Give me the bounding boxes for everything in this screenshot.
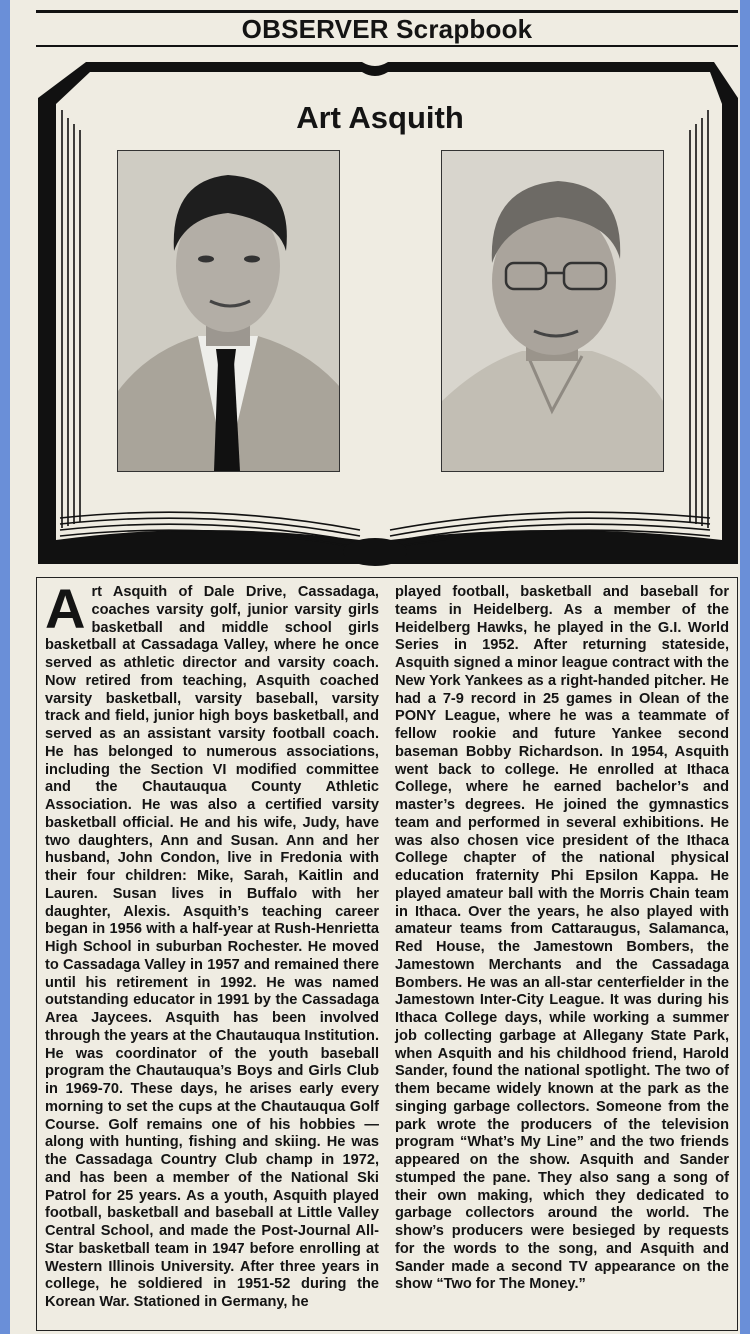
article-left-text: rt Asquith of Dale Drive, Cassadaga, coaches varsity golf, junior varsity girls basketball and middle school girls basketball at Cassadaga Valley, where he once served as athletic director and varsity coach. Now retired from teaching, Asquith coached varsity basketball, varsity baseball, varsity track and field, junior high boys basketball, and served as an assistant varsity football coach. He has belonged to numerous associations, including the Section VI modified committee and the Chautauqua County Athletic Association. He was also a certified varsity basketball official. He and his wife, Judy, have two daughters, Ann and Susan. Ann and her husband, John Condon, live in Fredonia with their four children: Mike, Sarah, Kaitlin and Lauren. Susan lives in Buffalo with her daughter, Alexis. Asquith’s teaching career began in 1956 with a half-year at Rush-Henrietta High School in suburban Rochester. He moved to Cassadaga Valley in 1957 and remained there until his retirement in 1992. He was named outstanding educator in 1991 by the Cassadaga Area Jaycees. Asquith has been involved through the years at the Chautauqua Institution. He was coordinator of the youth baseball program the Chautauqua’s Boys and Girls Club in 1969-70. These days, he arises early every morning to set the cups at the Chautauqua Golf Course. Golf remains one of his hobbies — along with hunting, fishing and skiing. He was the Cassadaga Country Club champ in 1972, and has been a member of the National Ski Patrol for 25 years. As a youth, Asquith played football, basketball and baseball at Little Valley Central School, and made the Post-Journal All-Star basketball team in 1947 before enrolling at Western Illinois University. After three years in college, he soldiered in 1951-52 during the Korean War. Stationed in Germany, he — [45, 584, 379, 1310]
newspaper-clipping — [10, 0, 740, 1334]
masthead-title: OBSERVER Scrapbook — [241, 14, 533, 44]
feature-heading: Art Asquith — [296, 100, 464, 135]
drop-cap: A — [45, 577, 86, 640]
portrait-young-photo — [117, 150, 340, 472]
article-column-right: played football, basketball and baseball for teams in Heidelberg. As a member of the Heidelberg Hawks, he played in the G.I. World Series in 1952. After returning stateside, Asquith signed a minor league contract with the New York Yankees as a right-handed pitcher. He had a 7-9 record in 25 games in Olean of the PONY League, where he was a teammate of fellow rookie and future Yankee second baseman Bobby Richardson. In 1954, Asquith went back to college. He enrolled at Ithaca College, where he earned bachelor’s and master’s degrees. He joined the gymnastics team and performed in several exhibitions. He was also chosen vice president of the Ithaca College chapter of the national physical education fraternity Phi Epsilon Kappa. He played amateur ball with the Morris Chain team in Ithaca. Over the years, he also played with amateur teams from Cattaraugus, Salamanca, Red House, the Jamestown Bombers, the Jamestown Merchants and the Cassadaga Bombers. He was an all-star centerfielder in the Jamestown Inter-City League. It was during his Ithaca College days, while working a summer job collecting garbage at Allegany State Park, when Asquith and his childhood friend, Harold Sander, found the national spotlight. The two of them became widely known at the park as the singing garbage collectors. Someone from the park wrote the producers of the television program “What’s My Line” and the two friends appeared on the show. Asquith and Sander stumped the pane. They also sang a song of their own making, which they dedicated to garbage collectors around the world. The show’s producers were besieged by requests for the words to the song, and Asquith and Sander made a second TV appearance on the show “Two for The Money.” — [395, 584, 729, 1293]
article-body — [36, 577, 738, 1331]
portrait-older-photo — [441, 150, 664, 472]
article-column-left — [45, 577, 379, 1312]
